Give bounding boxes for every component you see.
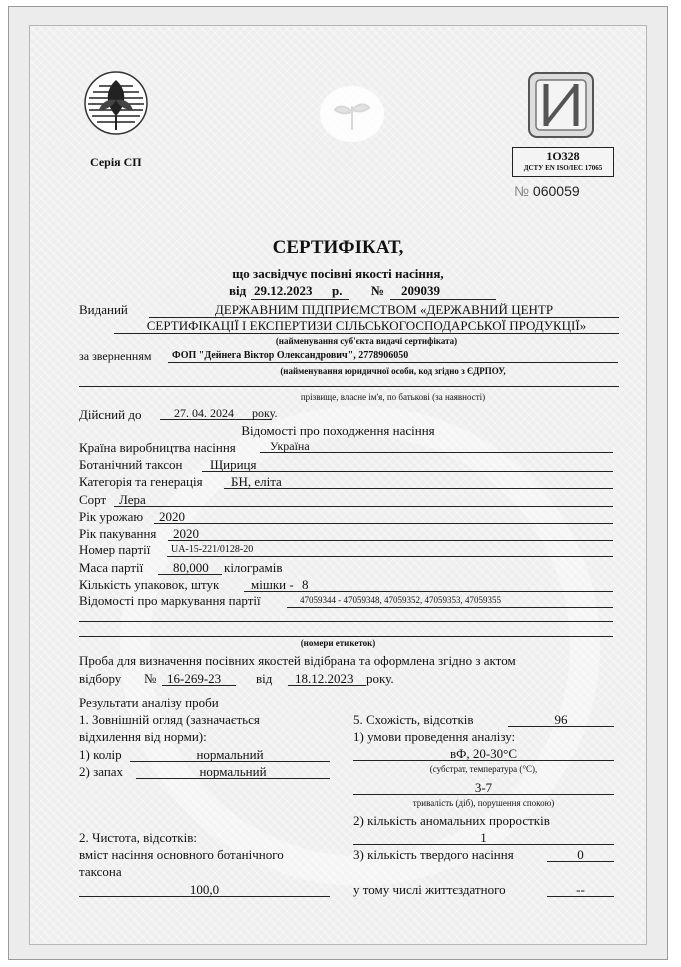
taxon-label: Ботанічний таксон bbox=[79, 457, 183, 472]
duration-value: 3-7 bbox=[474, 780, 493, 795]
valid-date: 27. 04. 2024 bbox=[174, 406, 234, 420]
country-label: Країна виробництва насіння bbox=[79, 440, 236, 455]
series-label: Серія СП bbox=[90, 155, 142, 169]
marking-value: 47059344 - 47059348, 47059352, 47059353, 47059355 bbox=[300, 595, 501, 605]
cert-number: 209039 bbox=[401, 283, 440, 298]
germination-value: 96 bbox=[554, 712, 568, 727]
mass-unit: кілограмів bbox=[224, 560, 283, 575]
viable-value: -- bbox=[576, 882, 585, 897]
certificate-subtitle: що засвідчує посівні якості насіння, bbox=[232, 266, 444, 281]
purity-sub2: таксона bbox=[79, 864, 122, 879]
request-caption1: (найменування юридичної особи, код згідно з ЄДРПОУ, bbox=[280, 366, 506, 376]
wheat-emblem-icon bbox=[83, 70, 149, 136]
valid-suffix: року. bbox=[252, 406, 278, 420]
sample-text1: Проба для визначення посівних якостей відібрана та оформлена згідно з актом bbox=[79, 653, 516, 668]
variety-value: Лера bbox=[119, 492, 146, 507]
certificate-body bbox=[29, 25, 647, 945]
packages-value: 8 bbox=[302, 577, 309, 592]
sample-text2: відбору bbox=[79, 671, 122, 686]
duration-caption: тривалість (діб), порушення спокою) bbox=[412, 798, 555, 808]
mass-label: Маса партії bbox=[79, 560, 144, 575]
issued-by-line2: СЕРТИФІКАЦІЇ І ЕКСПЕРТИЗИ СІЛЬСЬКОГОСПОДАРСЬКОЇ ПРОДУКЦІЇ» bbox=[146, 318, 587, 333]
request-value: ФОП "Дейнега Віктор Олександрович", 2778906050 bbox=[172, 350, 409, 361]
color-value: нормальний bbox=[196, 747, 264, 762]
purity-value: 100,0 bbox=[189, 882, 220, 897]
num-prefix: № bbox=[371, 283, 385, 298]
issued-by-line1: ДЕРЖАВНИМ ПІДПРИЄМСТВОМ «ДЕРЖАВНИЙ ЦЕНТР bbox=[214, 302, 554, 317]
standard-code: 1О328 bbox=[546, 149, 580, 163]
origin-heading: Відомості про походження насіння bbox=[241, 423, 435, 438]
results-heading: Результати аналізу проби bbox=[79, 695, 219, 710]
conditions-value: вФ, 20-30°С bbox=[449, 746, 518, 761]
mass-value: 80,000 bbox=[173, 560, 209, 575]
purity-sub1: вміст насіння основного ботанічного bbox=[79, 847, 284, 862]
harvest-value: 2020 bbox=[159, 509, 185, 524]
abnormal-label: 2) кількість аномальних проростків bbox=[353, 813, 550, 828]
smell-value: нормальний bbox=[199, 764, 267, 779]
viable-label: у тому числі життєздатного bbox=[353, 882, 506, 897]
conditions-label: 1) умови проведення аналізу: bbox=[353, 729, 516, 744]
act-suffix: року. bbox=[366, 671, 394, 686]
certificate-sheet bbox=[8, 6, 668, 960]
marking-label: Відомості про маркування партії bbox=[79, 593, 261, 608]
packing-value: 2020 bbox=[173, 526, 199, 541]
number-value: 060059 bbox=[532, 183, 580, 199]
request-caption2: прізвище, власне ім'я, по батькові (за наявності) bbox=[300, 392, 486, 402]
certification-mark-icon bbox=[526, 70, 596, 140]
variety-label: Сорт bbox=[79, 492, 107, 507]
act-number: 16-269-23 bbox=[167, 671, 222, 686]
number-prefix: № bbox=[514, 183, 530, 199]
issued-by-caption: (найменування суб'єкта видачі сертифіката) bbox=[275, 336, 458, 346]
issue-date: 29.12.2023 bbox=[254, 283, 313, 298]
issued-by-label: Виданий bbox=[79, 302, 128, 317]
category-label: Категорія та генерація bbox=[79, 474, 203, 489]
valid-label: Дійсний до bbox=[79, 407, 142, 422]
date-suffix: р. bbox=[332, 283, 343, 298]
conditions-caption: (субстрат, температура (°С), bbox=[429, 764, 538, 774]
color-label: 1) колір bbox=[79, 747, 122, 762]
appearance-label2: відхилення від норми): bbox=[79, 729, 207, 744]
certificate-number bbox=[514, 183, 580, 199]
act-date: 18.12.2023 bbox=[295, 671, 354, 686]
country-value: Україна bbox=[270, 439, 310, 453]
labels-caption: (номери етикеток) bbox=[300, 638, 376, 648]
harvest-label: Рік урожаю bbox=[79, 509, 144, 524]
request-label: за зверненням bbox=[79, 349, 152, 363]
appearance-label1: 1. Зовнішній огляд (зазначається bbox=[79, 712, 260, 727]
act-number-prefix: № bbox=[144, 671, 157, 686]
packing-label: Рік пакування bbox=[79, 526, 157, 541]
packages-label: Кількість упаковок, штук bbox=[79, 577, 220, 592]
standard-box bbox=[512, 147, 614, 177]
standard-name: ДСТУ EN ISO/IEC 17065 bbox=[523, 164, 603, 172]
act-date-prefix: від bbox=[256, 671, 273, 686]
certificate-title: СЕРТИФІКАТ, bbox=[272, 237, 404, 258]
hard-seeds-label: 3) кількість твердого насіння bbox=[353, 847, 514, 862]
batch-label: Номер партії bbox=[79, 542, 151, 557]
category-value: БН, еліта bbox=[231, 474, 282, 489]
packages-type: мішки - bbox=[251, 577, 294, 592]
date-prefix: від bbox=[229, 283, 247, 298]
purity-label: 2. Чистота, відсотків: bbox=[79, 830, 197, 845]
abnormal-value: 1 bbox=[480, 830, 487, 845]
taxon-value: Щириця bbox=[210, 457, 257, 472]
hard-seeds-value: 0 bbox=[577, 847, 584, 862]
smell-label: 2) запах bbox=[79, 764, 124, 779]
batch-value: UA-15-221/0128-20 bbox=[171, 544, 254, 555]
sprout-watermark-icon bbox=[317, 80, 387, 142]
germination-label: 5. Схожість, відсотків bbox=[353, 712, 474, 727]
